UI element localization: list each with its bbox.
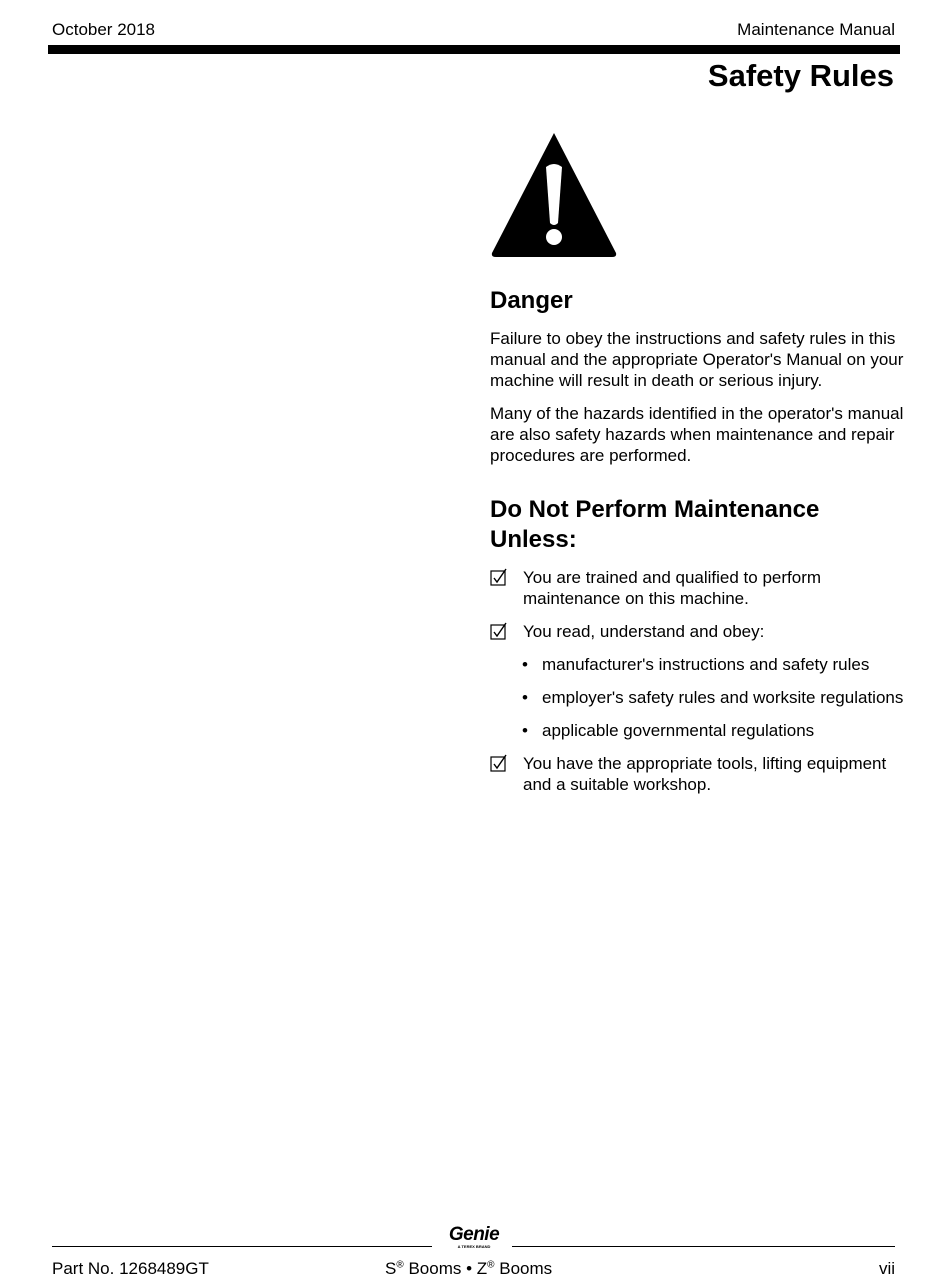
checklist-item [490, 753, 905, 795]
bullet-item [490, 687, 905, 708]
footer-product-s: S [385, 1259, 397, 1278]
checkbox-checked-icon [490, 622, 508, 640]
bullet-dot-icon: • [522, 721, 528, 740]
danger-heading: Danger [490, 287, 573, 314]
header-manual-title: Maintenance Manual [737, 20, 895, 39]
header-rule [48, 45, 900, 54]
checkbox-checked-icon [490, 754, 508, 772]
bullet-list [490, 654, 905, 741]
bullet-item-text: applicable governmental regulations [542, 721, 815, 740]
danger-paragraph: Failure to obey the instructions and safety rules in this manual and the appropriate Operator's Manual on your machine will result in death or serious injury. [490, 329, 904, 390]
danger-paragraph: Many of the hazards identified in the operator's manual are also safety hazards when maintenance and repair procedures are performed. [490, 404, 904, 465]
conditions-heading: Do Not Perform Maintenance Unless: [490, 496, 820, 553]
bullet-item [490, 654, 905, 675]
header-date: October 2018 [52, 20, 156, 39]
registered-mark: ® [396, 1259, 404, 1271]
bullet-dot-icon: • [522, 655, 528, 674]
bullet-dot-icon: • [522, 688, 528, 707]
checklist-item-text: You have the appropriate tools, lifting equipment and a suitable workshop. [523, 754, 887, 794]
content-column [490, 286, 905, 807]
checklist-item-text: You read, understand and obey: [523, 622, 765, 641]
bullet-item [490, 720, 905, 741]
checklist-item [490, 567, 905, 609]
footer-part-number: Part No. 1268489GT [52, 1259, 209, 1278]
warning-triangle-icon [490, 131, 618, 259]
checklist-item-text: You are trained and qualified to perform maintenance on this machine. [523, 568, 822, 608]
footer-page-number: vii [878, 1259, 895, 1278]
footer-product-mid: Booms • Z [403, 1259, 488, 1278]
logo-tagline: A TEREX BRAND [457, 1244, 491, 1249]
footer-product-end: Booms [494, 1259, 553, 1278]
checkbox-checked-icon [490, 568, 508, 586]
footer-rule-right [512, 1246, 895, 1247]
logo-wordmark: Genie [448, 1224, 500, 1245]
footer-product-line [385, 1259, 552, 1279]
bullet-item-text: manufacturer's instructions and safety rules [542, 655, 870, 674]
registered-mark: ® [487, 1259, 495, 1271]
genie-logo [440, 1226, 508, 1249]
page-title: Safety Rules [707, 58, 894, 93]
footer-rule-left [52, 1246, 432, 1247]
checklist-item [490, 621, 905, 642]
bullet-item-text: employer's safety rules and worksite regulations [542, 688, 904, 707]
